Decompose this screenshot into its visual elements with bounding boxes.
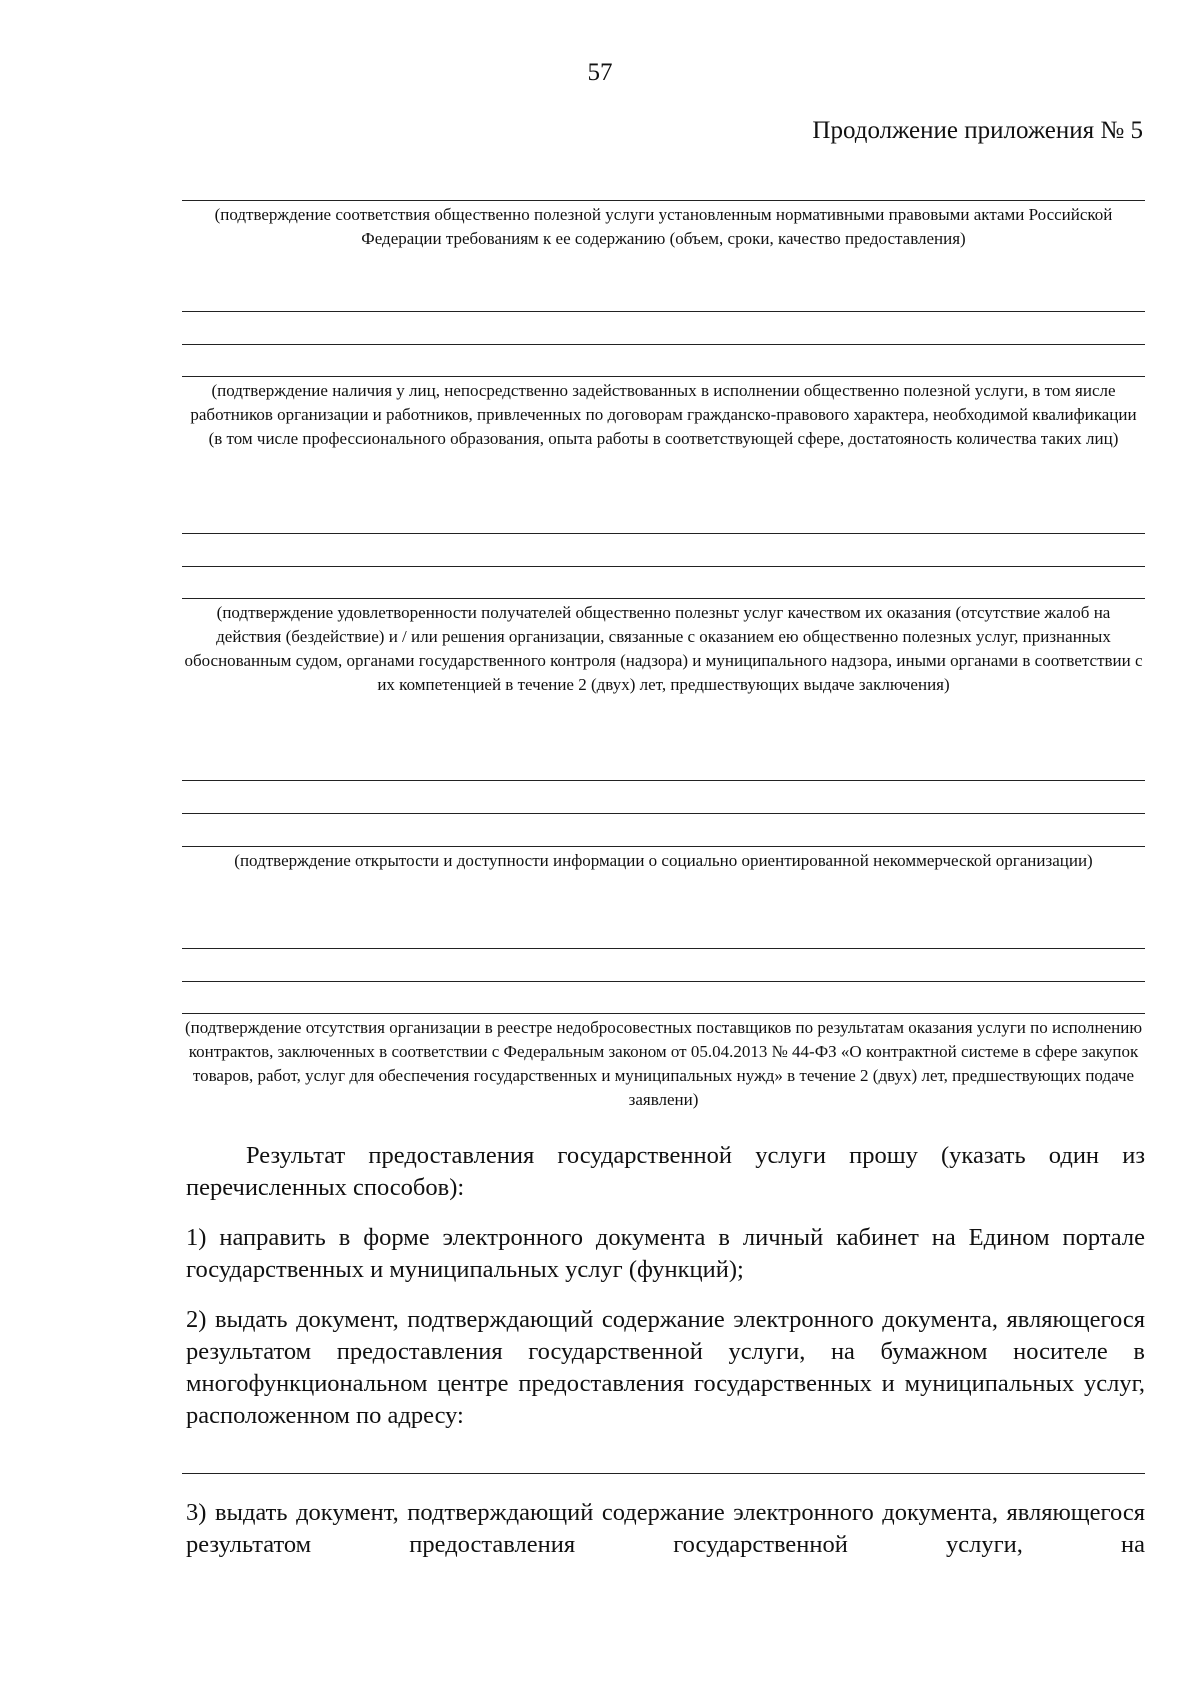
caption-registry: (подтверждение отсутствия организации в реестре недобросовестных поставщиков по результатам оказания услуги по исполнению контрактов, заключенных в соответствии с Федеральным законом от 05.04.2013 № 44-ФЗ «О контрактной системе в сфере закупок товаров, работ, услуг для обеспечения государственных и муниципальных нужд» в течение 2 (двух) лет, предшествующих подаче заявлени): [184, 1018, 1143, 1109]
caption-satisfaction: (подтверждение удовлетворенности получателей общественно полезньт услуг качеством их оказания (отсутствие жалоб на действия (бездействие) и / или решения организации, связанные с оказанием ею общественно полезных услуг, признанных обоснованным судом, органами государственного контроля (надзора) и муниципального надзора, иными органами в соответствии с их компетенцией в течение 2 (двух) лет, предшествующих выдаче заключения): [184, 603, 1143, 694]
fill-line: [182, 598, 1145, 599]
appendix-title: Продолжение приложения № 5: [812, 117, 1143, 144]
fill-line: [182, 376, 1145, 377]
option-1: 1) направить в форме электронного документа в личный кабинет на Едином портале государственных и муниципальных услуг (функций);: [186, 1224, 1145, 1283]
fill-line: [182, 948, 1145, 949]
fill-line: [182, 981, 1145, 982]
option-2: 2) выдать документ, подтверждающий содержание электронного документа, являющегося результатом предоставления государственной услуги, на бумажном носителе в многофункциональном центре предоставления государственных и муниципальных услуг, расположенном по адресу:: [186, 1306, 1145, 1429]
fill-line: [182, 813, 1145, 814]
caption-conformity: (подтверждение соответствия общественно полезной услуги установленным нормативными правовыми актами Российской Федерации требованиям к ее содержанию (объем, сроки, качество предоставления): [214, 205, 1113, 248]
option-3: 3) выдать документ, подтверждающий содержание электронного документа, являющегося результатом предоставления государственной услуги, на: [186, 1499, 1145, 1558]
fill-line: [182, 780, 1145, 781]
fill-line: [182, 566, 1145, 567]
result-intro: Результат предоставления государственной услуги прошу (указать один из перечисленных способов):: [186, 1142, 1145, 1201]
address-fill-line: [182, 1473, 1145, 1474]
fill-line: [182, 344, 1145, 345]
fill-line: [182, 1013, 1145, 1014]
page-number: 57: [587, 59, 613, 86]
fill-line: [182, 311, 1145, 312]
caption-openness: (подтверждение открытости и доступности информации о социально ориентированной некоммерческой организации): [234, 851, 1093, 870]
caption-qualification: (подтверждение наличия у лиц, непосредственно задействованных в исполнении общественно полезной услуги, в том яисле работников организации и работников, привлеченных по договорам гражданско-правового характера, необходимой квалификации (в том числе профессионального образования, опыта работы в соответствующей сфере, достатояность количества таких лиц): [190, 381, 1137, 448]
fill-line: [182, 533, 1145, 534]
fill-line: [182, 846, 1145, 847]
fill-line: [182, 200, 1145, 201]
